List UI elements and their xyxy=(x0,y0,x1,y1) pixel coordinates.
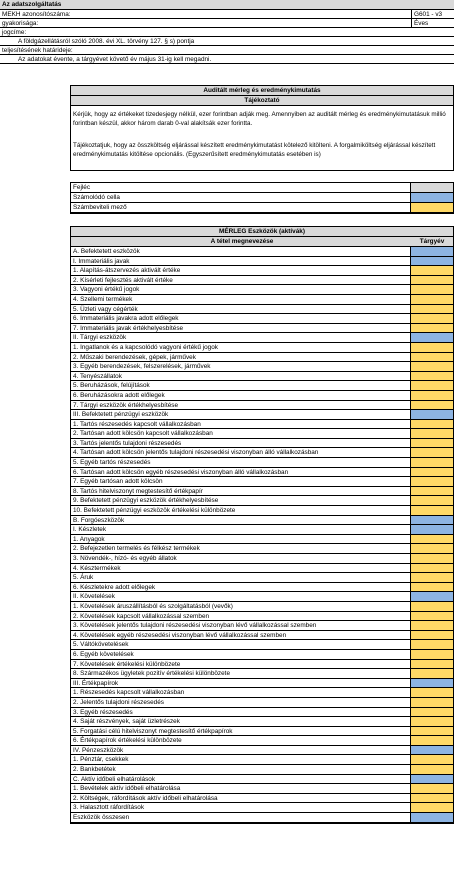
balance-row-label: 8. Származékos ügyletek pozitív értékelési különbözete xyxy=(71,669,411,678)
header-row-value: G601 - v3 xyxy=(411,10,454,18)
balance-row-label: 6. Tartósan adott kölcsön egyéb részesedési viszonyban álló vállalkozásban xyxy=(71,468,411,477)
header-row xyxy=(0,37,454,46)
balance-row xyxy=(71,765,453,775)
header-row xyxy=(0,28,454,37)
input-cell[interactable] xyxy=(411,669,453,678)
computed-cell xyxy=(411,410,453,419)
input-cell[interactable] xyxy=(411,765,453,774)
balance-row-label: 2. Befejezetlen termelés és félkész termékek xyxy=(71,544,411,553)
header-row-label: A földgázellátásról szóló 2008. évi XL. törvény 127. § s) pontja xyxy=(18,38,195,45)
balance-row xyxy=(71,353,453,363)
balance-row-label: IV. Pénzeszközök xyxy=(71,746,411,755)
balance-row xyxy=(71,381,453,391)
balance-row-label: 2. Bankbetétek xyxy=(71,765,411,774)
balance-row xyxy=(71,650,453,660)
computed-cell xyxy=(411,247,453,256)
header-row-value xyxy=(411,37,454,45)
header-title xyxy=(0,0,454,10)
computed-cell xyxy=(411,592,453,601)
balance-row xyxy=(71,276,453,286)
balance-row xyxy=(71,660,453,670)
balance-row xyxy=(71,784,453,794)
balance-row-label: 5. Váltókövetelések xyxy=(71,640,411,649)
balance-row xyxy=(71,516,453,526)
info-box xyxy=(70,85,454,171)
balance-row xyxy=(71,679,453,689)
legend-row xyxy=(71,203,453,213)
header-row-label: MEKH azonosítószáma: xyxy=(2,11,71,18)
input-cell[interactable] xyxy=(411,468,453,477)
balance-row-label: 3. Követelések jelentős tulajdoni részesedési viszonyban lévő vállalkozással szemben xyxy=(71,621,411,630)
computed-cell xyxy=(411,333,453,342)
balance-row xyxy=(71,477,453,487)
balance-row-label: C. Aktív időbeli elhatárolások xyxy=(71,775,411,784)
balance-row-label: III. Értékpapírok xyxy=(71,679,411,688)
input-cell[interactable] xyxy=(411,439,453,448)
balance-row xyxy=(71,448,453,458)
input-cell[interactable] xyxy=(411,544,453,553)
balance-row-label: 1. Bevételek aktív időbeli elhatárolása xyxy=(71,784,411,793)
balance-title-text: MÉRLEG Eszközök (aktívák) xyxy=(219,228,305,235)
input-cell[interactable] xyxy=(411,736,453,745)
balance-row-label: 3. Egyéb berendezések, felszerelések, járművek xyxy=(71,362,411,371)
computed-cell xyxy=(411,525,453,534)
balance-row-label: 1. Részesedés kapcsolt vállalkozásban xyxy=(71,688,411,697)
col-label-header: A tétel megnevezése xyxy=(210,238,274,245)
header-row-label: Az adatokat évente, a tárgyévet követő év május 31-ig kell megadni. xyxy=(18,56,212,63)
balance-row xyxy=(71,535,453,545)
balance-row-label: 4. Tenyészállatok xyxy=(71,372,411,381)
balance-row xyxy=(71,506,453,516)
balance-row xyxy=(71,803,453,813)
balance-row-label: II. Követelések xyxy=(71,592,411,601)
balance-row-label: 7. Egyéb tartósan adott kölcsön xyxy=(71,477,411,486)
input-cell[interactable] xyxy=(411,564,453,573)
balance-row-label: 6. Értékpapírok értékelési különbözete xyxy=(71,736,411,745)
input-cell[interactable] xyxy=(411,391,453,400)
header-row xyxy=(0,10,454,19)
balance-row xyxy=(71,640,453,650)
header-row-value xyxy=(411,28,454,36)
balance-row xyxy=(71,314,453,324)
header-row xyxy=(0,46,454,55)
balance-row xyxy=(71,688,453,698)
balance-row xyxy=(71,285,453,295)
balance-row xyxy=(71,324,453,334)
balance-row-label: 5. Áruk xyxy=(71,573,411,582)
input-cell[interactable] xyxy=(411,698,453,707)
balance-row xyxy=(71,496,453,506)
balance-row-label: 10. Befektetett pénzügyi eszközök értékelési különbözete xyxy=(71,506,411,515)
input-cell[interactable] xyxy=(411,496,453,505)
header-row-label: jogcíme: xyxy=(2,29,27,36)
balance-col-header xyxy=(71,237,453,247)
input-cell[interactable] xyxy=(411,631,453,640)
input-cell[interactable] xyxy=(411,276,453,285)
balance-row-label: 2. Tartósan adott kölcsön kapcsolt vállalkozásban xyxy=(71,429,411,438)
balance-row-label: 2. Kísérleti fejlesztés aktivált értéke xyxy=(71,276,411,285)
balance-row xyxy=(71,266,453,276)
header-title-text: Az adatszolgáltatás xyxy=(2,1,62,8)
legend-row xyxy=(71,193,453,203)
balance-row-label: 7. Immateriális javak értékhelyesbítése xyxy=(71,324,411,333)
input-cell[interactable] xyxy=(411,583,453,592)
info-paragraph-2: Tájékoztatjuk, hogy az összköltség eljárással készített eredménykimutatást kötelező kitölteni. A forgalmiköltség eljárással készített eredménykimutatás kitöltése opcionális. (Egyszerűsített eredménykimutatás esetében is) xyxy=(73,141,436,159)
balance-row xyxy=(71,736,453,746)
balance-row-label: 6. Beruházásokra adott előlegek xyxy=(71,391,411,400)
computed-cell xyxy=(411,746,453,755)
header-row-value: Éves xyxy=(411,19,454,27)
balance-row-label: I. Készletek xyxy=(71,525,411,534)
balance-row-label: 4. Saját részvények, saját üzletrészek xyxy=(71,717,411,726)
input-cell[interactable] xyxy=(411,784,453,793)
balance-row xyxy=(71,564,453,574)
balance-row-label: 3. Vagyoni értékű jogok xyxy=(71,285,411,294)
balance-row xyxy=(71,420,453,430)
balance-row-label: B. Forgóeszközök xyxy=(71,516,411,525)
balance-row-label: Eszközök összesen xyxy=(71,813,411,822)
balance-row xyxy=(71,727,453,737)
input-cell[interactable] xyxy=(411,660,453,669)
balance-row-label: 4. Követelések egyéb részesedési viszonyban lévő vállalkozással szemben xyxy=(71,631,411,640)
legend xyxy=(70,182,454,214)
balance-row-label: 2. Költségek, ráfordítások aktív időbeli elhatárolása xyxy=(71,794,411,803)
info-subtitle: Tájékoztató xyxy=(71,96,453,106)
balance-row xyxy=(71,487,453,497)
balance-title xyxy=(71,227,453,237)
balance-row xyxy=(71,746,453,756)
input-cell[interactable] xyxy=(411,640,453,649)
balance-row xyxy=(71,333,453,343)
input-cell[interactable] xyxy=(411,708,453,717)
input-cell[interactable] xyxy=(411,650,453,659)
computed-cell xyxy=(411,516,453,525)
balance-row-label: 4. Késztermékek xyxy=(71,564,411,573)
balance-row-label: 5. Forgatási célú hitelviszonyt megtestesítő értékpapírok xyxy=(71,727,411,736)
computed-cell xyxy=(411,257,453,266)
col-value-header: Tárgyév xyxy=(419,238,445,245)
balance-row xyxy=(71,698,453,708)
balance-row-label: II. Tárgyi eszközök xyxy=(71,333,411,342)
balance-row-label: 3. Tartós jelentős tulajdoni részesedés xyxy=(71,439,411,448)
input-cell[interactable] xyxy=(411,314,453,323)
balance-row xyxy=(71,372,453,382)
input-cell[interactable] xyxy=(411,535,453,544)
balance-row-label: 1. Pénztár, csekkek xyxy=(71,755,411,764)
header-row-value xyxy=(411,55,454,63)
balance-row xyxy=(71,257,453,267)
input-cell[interactable] xyxy=(411,353,453,362)
balance-row-label: 7. Követelések értékelési különbözete xyxy=(71,660,411,669)
input-cell[interactable] xyxy=(411,554,453,563)
balance-row xyxy=(71,813,453,823)
balance-row-label: 1. Követelések áruszállításból és szolgáltatásból (vevők) xyxy=(71,602,411,611)
balance-row xyxy=(71,401,453,411)
balance-row xyxy=(71,602,453,612)
legend-swatch xyxy=(411,203,453,212)
balance-row xyxy=(71,554,453,564)
legend-swatch xyxy=(411,183,453,192)
balance-row-label: 2. Követelések kapcsolt vállalkozással szemben xyxy=(71,612,411,621)
balance-row xyxy=(71,631,453,641)
balance-row xyxy=(71,621,453,631)
header-row-label: gyakorisága: xyxy=(2,20,39,27)
balance-row xyxy=(71,295,453,305)
balance-row xyxy=(71,717,453,727)
input-cell[interactable] xyxy=(411,420,453,429)
input-cell[interactable] xyxy=(411,727,453,736)
header-row-value xyxy=(411,46,454,54)
balance-row-label: 1. Ingatlanok és a kapcsolódó vagyoni értékű jogok xyxy=(71,343,411,352)
balance-row-label: 3. Egyéb részesedés xyxy=(71,708,411,717)
balance-row-label: 4. Tartósan adott kölcsön jelentős tulajdoni részesedési viszonyban álló vállalkozásban xyxy=(71,448,411,457)
balance-row-label: 8. Tartós hitelviszonyt megtestesítő értékpapír xyxy=(71,487,411,496)
input-cell[interactable] xyxy=(411,506,453,515)
legend-swatch xyxy=(411,193,453,202)
input-cell[interactable] xyxy=(411,602,453,611)
balance-row xyxy=(71,439,453,449)
balance-row-label: 5. Beruházások, felújítások xyxy=(71,381,411,390)
header-row xyxy=(0,55,454,64)
balance-row-label: 2. Műszaki berendezések, gépek, járművek xyxy=(71,353,411,362)
balance-row-label: A. Befektetett eszközök xyxy=(71,247,411,256)
balance-row xyxy=(71,468,453,478)
balance-row-label: III. Befektetett pénzügyi eszközök xyxy=(71,410,411,419)
balance-row xyxy=(71,525,453,535)
balance-row-label: 6. Egyéb követelések xyxy=(71,650,411,659)
balance-row-label: 1. Anyagok xyxy=(71,535,411,544)
balance-row-label: 5. Üzleti vagy cégérték xyxy=(71,305,411,314)
balance-row-label: 6. Készletekre adott előlegek xyxy=(71,583,411,592)
input-cell[interactable] xyxy=(411,305,453,314)
balance-row xyxy=(71,708,453,718)
balance-row-label: 5. Egyéb tartós részesedés xyxy=(71,458,411,467)
input-cell[interactable] xyxy=(411,717,453,726)
input-cell[interactable] xyxy=(411,429,453,438)
input-cell[interactable] xyxy=(411,755,453,764)
computed-cell xyxy=(411,775,453,784)
input-cell[interactable] xyxy=(411,477,453,486)
balance-row-label: 3. Növendék-, hízó- és egyéb állatok xyxy=(71,554,411,563)
balance-row xyxy=(71,429,453,439)
input-cell[interactable] xyxy=(411,343,453,352)
balance-row xyxy=(71,775,453,785)
info-title: Auditált mérleg és eredménykimutatás xyxy=(71,86,453,96)
balance-row-label: 3. Halasztott ráfordítások xyxy=(71,803,411,812)
computed-cell xyxy=(411,813,453,822)
input-cell[interactable] xyxy=(411,794,453,803)
balance-row xyxy=(71,544,453,554)
input-cell[interactable] xyxy=(411,401,453,410)
balance-row xyxy=(71,592,453,602)
balance-row xyxy=(71,794,453,804)
balance-row-label: 6. Immateriális javakra adott előlegek xyxy=(71,314,411,323)
input-cell[interactable] xyxy=(411,621,453,630)
input-cell[interactable] xyxy=(411,573,453,582)
balance-row xyxy=(71,305,453,315)
balance-row-label: 4. Szellemi termékek xyxy=(71,295,411,304)
balance-row xyxy=(71,343,453,353)
legend-label: Fejléc xyxy=(71,183,411,192)
legend-label: Számolódó cella xyxy=(71,193,411,202)
balance-row xyxy=(71,458,453,468)
balance-row xyxy=(71,362,453,372)
balance-row xyxy=(71,669,453,679)
computed-cell xyxy=(411,679,453,688)
input-cell[interactable] xyxy=(411,448,453,457)
balance-row xyxy=(71,410,453,420)
input-cell[interactable] xyxy=(411,362,453,371)
input-cell[interactable] xyxy=(411,372,453,381)
balance-row-label: 2. Jelentős tulajdoni részesedés xyxy=(71,698,411,707)
balance-row xyxy=(71,583,453,593)
input-cell[interactable] xyxy=(411,612,453,621)
legend-label: Számbeviteli mező xyxy=(71,203,411,212)
header-row-label: teljesítésének határideje: xyxy=(2,47,73,54)
balance-row-label: I. Immateriális javak xyxy=(71,257,411,266)
balance-row-label: 7. Tárgyi eszközök értékhelyesbítése xyxy=(71,401,411,410)
input-cell[interactable] xyxy=(411,688,453,697)
balance-row xyxy=(71,612,453,622)
balance-row-label: 9. Befektetett pénzügyi eszközök értékhelyesbítése xyxy=(71,496,411,505)
header-row xyxy=(0,19,454,28)
input-cell[interactable] xyxy=(411,381,453,390)
input-cell[interactable] xyxy=(411,285,453,294)
input-cell[interactable] xyxy=(411,803,453,812)
balance-row xyxy=(71,755,453,765)
balance-row xyxy=(71,247,453,257)
balance-row-label: 1. Alapítás-átszervezés aktivált értéke xyxy=(71,266,411,275)
input-cell[interactable] xyxy=(411,487,453,496)
input-cell[interactable] xyxy=(411,295,453,304)
balance-table xyxy=(70,226,454,824)
legend-row xyxy=(71,183,453,193)
input-cell[interactable] xyxy=(411,266,453,275)
balance-row xyxy=(71,391,453,401)
balance-row xyxy=(71,573,453,583)
input-cell[interactable] xyxy=(411,324,453,333)
input-cell[interactable] xyxy=(411,458,453,467)
balance-row-label: 1. Tartós részesedés kapcsolt vállalkozásban xyxy=(71,420,411,429)
info-paragraph-1: Kérjük, hogy az értékeket tizedesjegy nélkül, ezer forintban adják meg. Amennyiben az auditált mérleg és eredménykimutatásuk millió forintban készül, akkor három darab 0-val alakítsák ezer forintta. xyxy=(73,111,446,128)
